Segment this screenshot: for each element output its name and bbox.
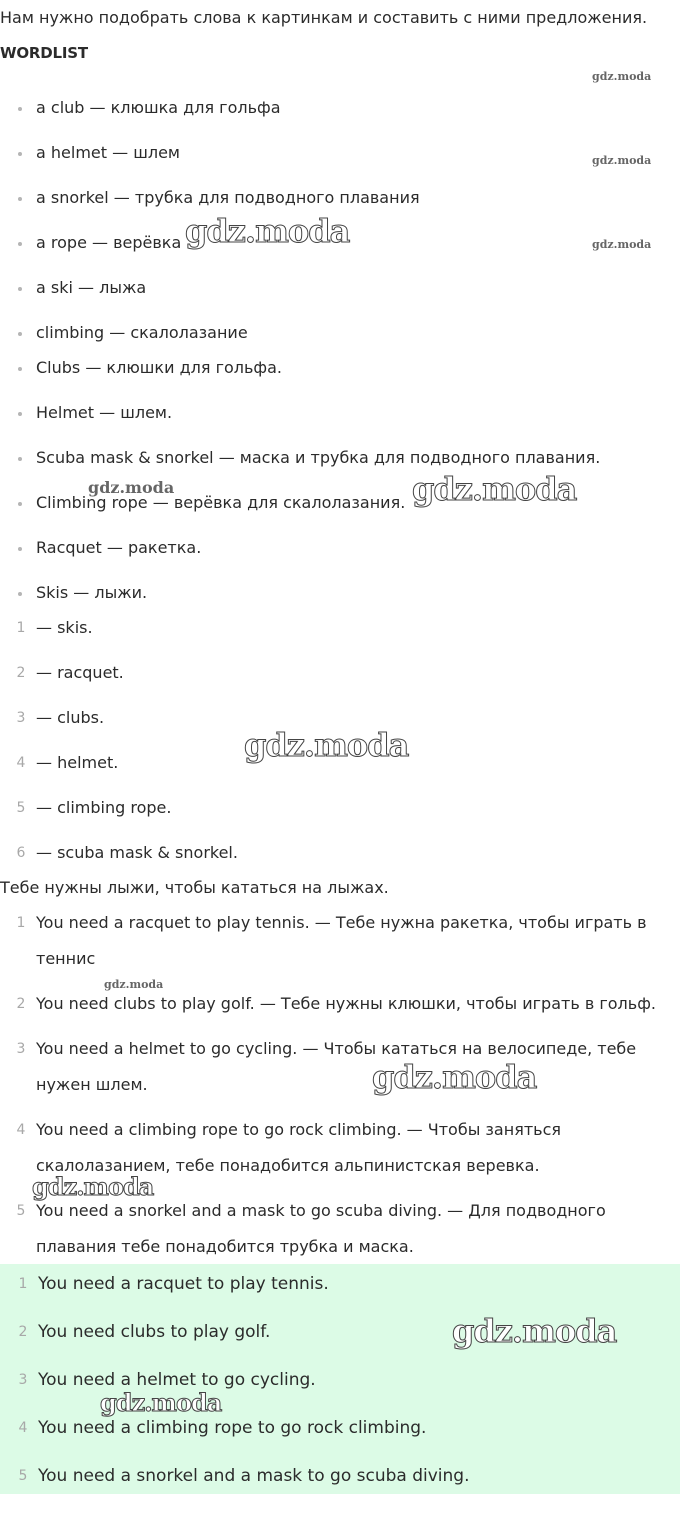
list-item: a rope — верёвка (36, 231, 181, 255)
item-text: You need a racquet to play tennis. — Тебе нужна ракетка, чтобы играть в теннис (36, 913, 647, 968)
watermark: gdz.moda (88, 478, 175, 497)
item-text: — skis. (36, 618, 93, 637)
watermark: gdz.moda (185, 212, 350, 250)
item-text: — clubs. (36, 708, 105, 727)
list-item (18, 1410, 427, 1446)
example-sentence: Тебе нужны лыжи, чтобы кататься на лыжах. (0, 878, 389, 897)
list-item (16, 1193, 666, 1265)
list-item (16, 655, 124, 691)
list-item (18, 1362, 316, 1398)
watermark: gdz.moda (592, 238, 652, 251)
intro-text: Нам нужно подобрать слова к картинкам и составить с ними предложения. (0, 8, 648, 27)
item-number: 4 (18, 1420, 28, 1436)
list-item (16, 610, 93, 646)
watermark: gdz.moda (412, 470, 577, 508)
item-number: 1 (16, 915, 26, 931)
item-text: You need a helmet to go cycling. (38, 1370, 316, 1390)
watermark: gdz.moda (100, 1388, 222, 1417)
item-text: You need a helmet to go cycling. — Чтобы кататься на велосипеде, тебе нужен шлем. (36, 1039, 637, 1094)
item-number: 3 (16, 710, 26, 726)
item-number: 4 (16, 1122, 26, 1138)
list-item (16, 905, 666, 977)
watermark: gdz.moda (452, 1312, 617, 1350)
watermark: gdz.moda (372, 1058, 537, 1096)
item-text: You need a snorkel and a mask to go scuba diving. (38, 1466, 470, 1486)
item-number: 2 (16, 665, 26, 681)
list-item (18, 1266, 329, 1302)
list-item (18, 1458, 470, 1494)
list-item (16, 700, 105, 736)
list-item: Racquet — ракетка. (36, 536, 201, 560)
list-item: a ski — лыжа (36, 276, 146, 300)
item-text: You need clubs to play golf. — Тебе нужны клюшки, чтобы играть в гольф. (36, 994, 656, 1013)
item-text: You need a climbing rope to go rock climbing. — Чтобы заняться скалолазанием, тебе понадобится альпинистская веревка. (36, 1120, 561, 1175)
list-item: Climbing rope — верёвка для скалолазания. (36, 491, 405, 515)
item-number: 3 (18, 1372, 28, 1388)
item-text: You need a racquet to play tennis. (38, 1274, 329, 1294)
item-number: 2 (18, 1324, 28, 1340)
watermark: gdz.moda (104, 978, 164, 991)
item-number: 5 (16, 800, 26, 816)
answer-box (0, 1264, 680, 1494)
list-item: climbing — скалолазание (36, 321, 248, 345)
list-item (16, 790, 172, 826)
list-item: Clubs — клюшки для гольфа. (36, 356, 282, 380)
item-number: 4 (16, 755, 26, 771)
watermark: gdz.moda (592, 154, 652, 167)
list-item (16, 1112, 666, 1184)
item-number: 1 (18, 1276, 28, 1292)
item-number: 2 (16, 996, 26, 1012)
item-text: — climbing rope. (36, 798, 172, 817)
list-item (16, 745, 119, 781)
section-heading: WORDLIST (0, 44, 88, 62)
item-text: You need clubs to play golf. (38, 1322, 271, 1342)
list-item: Helmet — шлем. (36, 401, 172, 425)
list-item: Scuba mask & snorkel — маска и трубка для подводного плавания. (36, 446, 600, 470)
list-item: a club — клюшка для гольфа (36, 96, 281, 120)
item-text: You need a climbing rope to go rock climbing. (38, 1418, 427, 1438)
list-item: a snorkel — трубка для подводного плавания (36, 186, 420, 210)
list-item (16, 1031, 666, 1103)
item-number: 3 (16, 1041, 26, 1057)
list-item (16, 835, 238, 871)
item-number: 5 (16, 1203, 26, 1219)
item-number: 1 (16, 620, 26, 636)
watermark: gdz.moda (244, 726, 409, 764)
watermark: gdz.moda (592, 70, 652, 83)
list-item: Skis — лыжи. (36, 581, 147, 605)
item-number: 5 (18, 1468, 28, 1484)
item-text: — scuba mask & snorkel. (36, 843, 238, 862)
item-text: — racquet. (36, 663, 124, 682)
list-item (18, 1314, 271, 1350)
item-number: 6 (16, 845, 26, 861)
item-text: You need a snorkel and a mask to go scuba diving. — Для подводного плавания тебе понадобится трубка и маска. (36, 1201, 606, 1256)
list-item: a helmet — шлем (36, 141, 180, 165)
item-text: — helmet. (36, 753, 119, 772)
list-item (16, 986, 666, 1022)
watermark: gdz.moda (32, 1172, 154, 1201)
